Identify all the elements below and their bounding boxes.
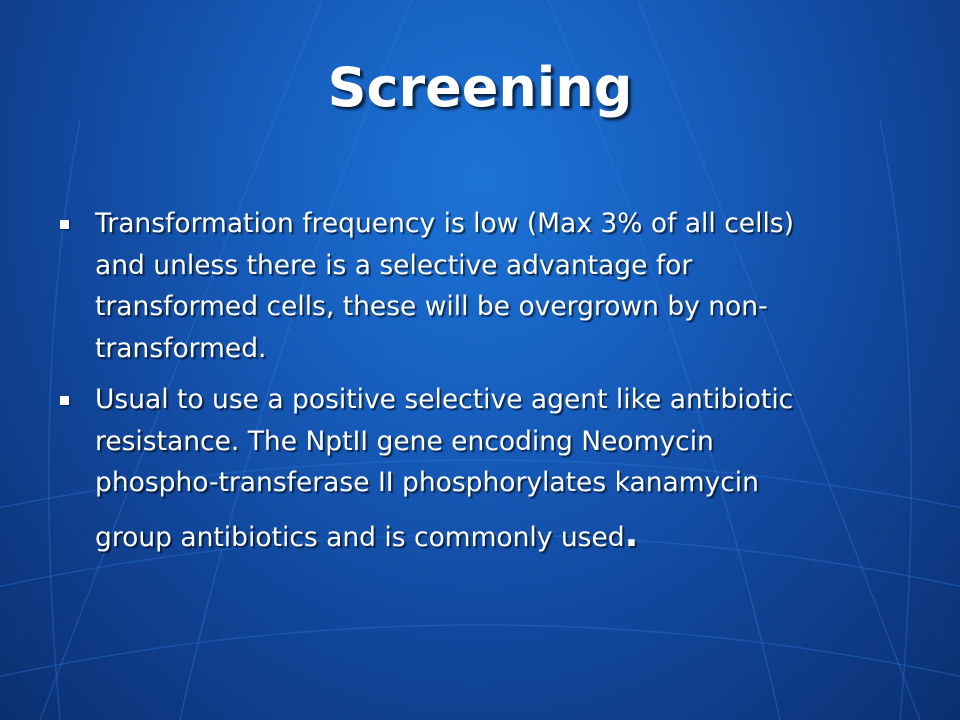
square-bullet-icon — [60, 220, 69, 229]
bullet-text-line: transformed cells, these will be overgrown by non- — [95, 291, 768, 322]
bullet-text-line: and unless there is a selective advantage for — [95, 249, 693, 281]
square-bullet-icon — [60, 396, 69, 405]
bullet-text-line: resistance. The NptII gene encoding Neomycin — [95, 425, 714, 457]
bullet-text-line: Transformation frequency is low (Max 3% of all cells) — [95, 208, 794, 239]
emphasized-period: . — [624, 513, 639, 555]
slide-title: Screening — [327, 56, 633, 119]
bullet-item — [58, 379, 908, 558]
bullet-list — [58, 203, 908, 568]
bullet-text-line: Usual to use a positive selective agent like antibiotic — [95, 384, 794, 415]
bullet-text-line: phospho-transferase II phosphorylates kanamycin — [95, 467, 759, 498]
bullet-text-line: transformed. — [95, 332, 267, 364]
bullet-item — [58, 203, 908, 369]
bullet-text-line-last — [95, 514, 908, 559]
bullet-text-fragment: group antibiotics and is commonly used — [95, 521, 625, 553]
